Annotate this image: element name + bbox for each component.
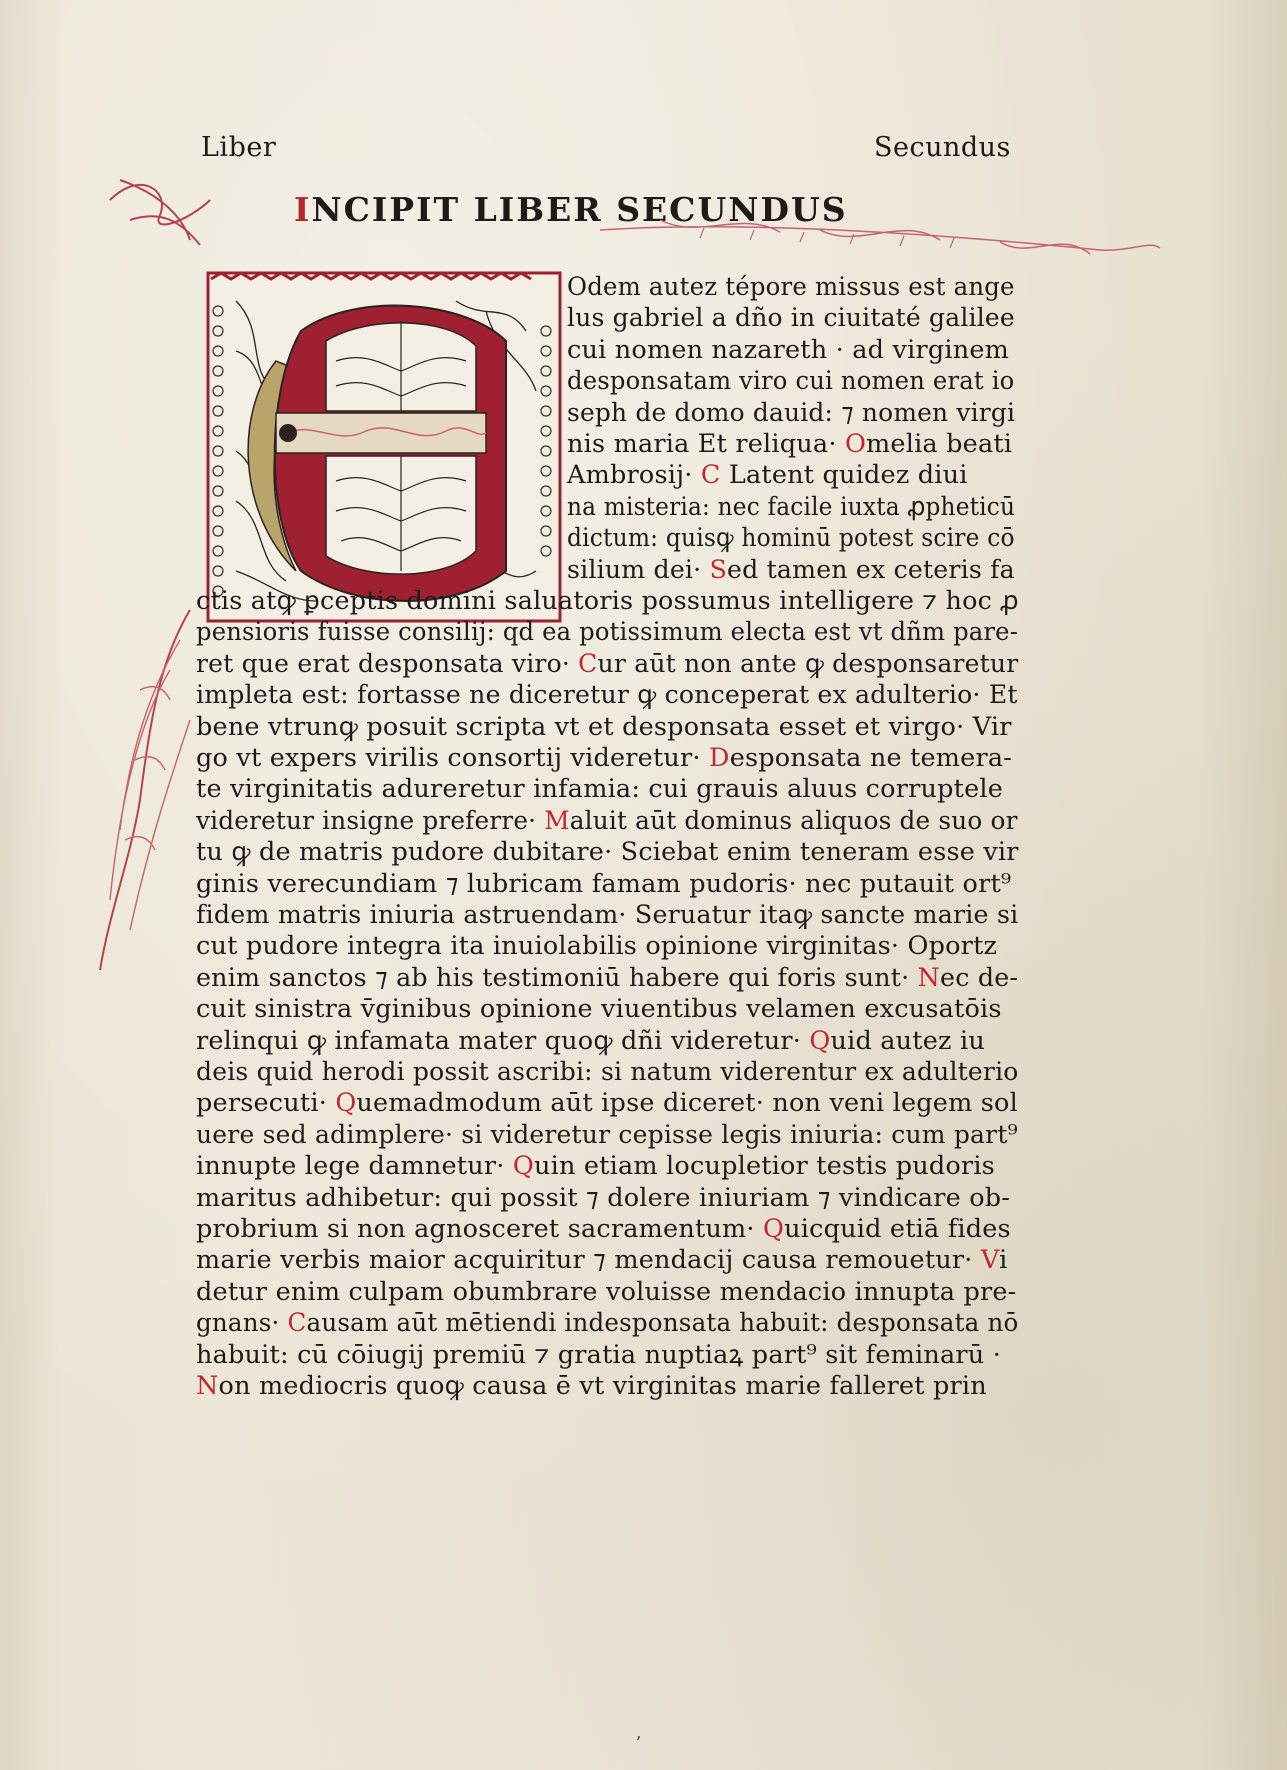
text-segment: detur enim culpam obumbrare voluisse mendacio innupta pre-	[196, 1276, 1017, 1307]
text-line	[567, 491, 1016, 522]
text-line	[196, 743, 1018, 773]
incipit-text: NCIPIT LIBER SECUNDUS	[311, 190, 848, 229]
rubricated-initial: C	[287, 1308, 307, 1339]
decorated-initial-artwork	[206, 271, 562, 623]
text-segment: Latent quidez diui	[720, 460, 968, 491]
text-segment: maritus adhibetur: qui possit ⁊ dolere iniuriam ⁊ vindicare ob-	[196, 1182, 1011, 1213]
text-line	[196, 680, 1018, 711]
text-line	[196, 1214, 1018, 1244]
text-segment: i	[999, 1245, 1008, 1276]
text-segment: te virginitatis adureretur infamia: cui grauis aluus corruptele	[196, 774, 1004, 805]
rubricated-initial: O	[844, 429, 867, 459]
text-segment: tu ꝙ de matris pudore dubitare· Sciebat enim teneram esse vir	[196, 837, 1019, 868]
text-line	[196, 617, 1019, 648]
text-segment: ur aūt non ante ꝙ desponsaretur	[597, 648, 1019, 679]
text-line	[196, 869, 1018, 899]
text-segment: uemadmodum aūt ipse diceret· non veni legem sol	[356, 1088, 1018, 1119]
text-segment: probrium si non agnosceret sacramentum·	[196, 1214, 764, 1244]
rubricated-initial: Q	[809, 1025, 831, 1056]
text-line	[567, 460, 1015, 490]
text-line	[196, 648, 1019, 679]
text-line	[567, 523, 1015, 554]
text-segment: cut pudore integra ita inuiolabilis opinione virginitas· Oportz	[196, 931, 998, 962]
text-segment: aluit aūt dominus aliquos de suo or	[569, 805, 1018, 836]
text-segment: habuit: cū cōiugij premiū ⁊ gratia nuptiaꝝ part⁹ sit feminarū ·	[196, 1339, 1001, 1370]
decorated-initial	[206, 271, 562, 623]
text-segment: videretur insigne preferre·	[196, 805, 545, 836]
rubricated-initial: Q	[763, 1214, 785, 1244]
text-line	[196, 586, 1019, 616]
text-line	[196, 1183, 1018, 1213]
text-line	[196, 774, 1018, 804]
text-segment: Ambrosij·	[567, 460, 701, 491]
text-segment: on mediocris quoꝙ causa ē vt virginitas marie falleret prin	[218, 1371, 987, 1401]
text-segment: seph de domo dauid: ⁊ nomen virgi	[567, 397, 1016, 428]
text-line	[567, 366, 1015, 397]
text-line	[567, 272, 1015, 302]
running-header-left: Liber	[201, 132, 277, 163]
text-segment: ctis atꝙ ꝑceptis domini saluatoris possumus intelligere ⁊ hoc ꝓ	[196, 586, 1019, 616]
text-line	[196, 1026, 1018, 1056]
text-line	[567, 429, 1015, 459]
rubricated-initial: V	[980, 1245, 1000, 1276]
text-segment: enim sanctos ⁊ ab his testimoniū habere qui foris sunt·	[196, 962, 918, 993]
text-line	[196, 837, 1017, 867]
running-header-right: Secundus	[874, 132, 1011, 163]
text-segment: ed tamen ex ceteris fa	[727, 554, 1015, 585]
text-segment: impleta est: fortasse ne diceretur ꝙ conceperat ex adulterio· Et	[196, 680, 1018, 711]
text-line	[196, 1151, 1018, 1181]
left-pen-flourish	[80, 600, 210, 980]
rubricated-initial: Q	[512, 1151, 534, 1182]
text-line	[196, 712, 1018, 742]
text-segment: relinqui ꝙ infamata mater quoꝙ dñi videretur·	[196, 1025, 810, 1056]
rubricated-initial: M	[544, 805, 570, 836]
incipit-heading	[294, 190, 994, 229]
text-segment: marie verbis maior acquiritur ⁊ mendacij causa remouetur·	[196, 1245, 981, 1276]
text-line	[196, 994, 1018, 1024]
text-segment: dictum: quisꝙ hominū potest scire cō	[567, 523, 1015, 554]
text-segment: uid autez iu	[830, 1025, 985, 1056]
text-segment: na misteria: nec facile iuxta ꝓpheticū	[567, 491, 1016, 522]
rubricated-initial: C	[700, 460, 721, 491]
text-segment: uere sed adimplere· si videretur cepisse legis iniuria: cum part⁹	[196, 1119, 1018, 1150]
rubricated-initial: N	[917, 962, 941, 993]
text-segment: pensioris fuisse consilij: qd ea potissimum electa est vt dñm pare-	[196, 617, 1019, 648]
text-segment: esponsata ne temera-	[729, 743, 1013, 773]
text-segment: Odem autez tépore missus est ange	[567, 272, 1015, 302]
text-line	[196, 931, 1018, 961]
text-line	[567, 303, 1015, 334]
text-segment: uicquid etiā fides	[784, 1214, 1011, 1244]
text-segment: silium dei·	[567, 554, 710, 585]
text-line	[196, 1088, 1018, 1118]
text-line	[567, 335, 1015, 365]
text-line	[196, 1277, 1018, 1307]
text-segment: melia beati	[866, 429, 1013, 459]
text-segment: innupte lege damnetur·	[196, 1151, 513, 1182]
text-segment: uin etiam locupletior testis pudoris	[533, 1151, 995, 1182]
rubricated-initial: D	[709, 743, 730, 773]
text-segment: ausam aūt mētiendi indesponsata habuit: desponsata nō	[306, 1308, 1019, 1339]
text-segment: nis maria Et reliqua·	[567, 429, 845, 459]
text-line	[567, 397, 1016, 428]
text-segment: deis quid herodi possit ascribi: si natum viderentur ex adulterio	[196, 1057, 1019, 1087]
text-segment: gnans·	[196, 1308, 288, 1339]
text-segment: persecuti·	[196, 1088, 336, 1119]
text-line	[567, 554, 1015, 585]
text-line	[196, 1057, 1019, 1087]
text-line	[196, 1119, 1018, 1150]
rubricated-initial: S	[709, 554, 728, 585]
text-line	[196, 1371, 1018, 1401]
text-line	[196, 1340, 1018, 1370]
rubricated-initial: N	[196, 1371, 219, 1401]
text-segment: ret que erat desponsata viro·	[196, 648, 579, 679]
text-line	[196, 900, 1019, 930]
text-segment: ec de-	[940, 962, 1019, 993]
incipit-red-initial: I	[294, 190, 312, 229]
text-segment: ginis verecundiam ⁊ lubricam famam pudoris· nec putauit ort⁹	[196, 868, 1012, 899]
text-segment: bene vtrunꝙ posuit scripta vt et desponsata esset et virgo· Vir	[196, 711, 1012, 742]
text-segment: go vt expers virilis consortij videretur·	[196, 743, 710, 773]
text-segment: desponsatam viro cui nomen erat io	[567, 366, 1015, 397]
text-line	[196, 1245, 1018, 1275]
text-line	[196, 805, 1018, 836]
text-segment: cuit sinistra v̄ginibus opinione viuentibus velamen excusatōis	[196, 994, 1002, 1025]
text-segment: lus gabriel a dño in ciuitaté galilee	[567, 303, 1015, 334]
text-line	[196, 962, 1019, 993]
text-line	[196, 1308, 1019, 1339]
page-bottom-mark: ʼ	[635, 1733, 641, 1754]
text-segment: fidem matris iniuria astruendam· Seruatur itaꝙ sancte marie si	[196, 900, 1019, 930]
rubricated-initial: C	[578, 648, 598, 679]
rubricated-initial: Q	[335, 1088, 357, 1119]
text-segment: cui nomen nazareth · ad virginem	[567, 334, 1010, 365]
